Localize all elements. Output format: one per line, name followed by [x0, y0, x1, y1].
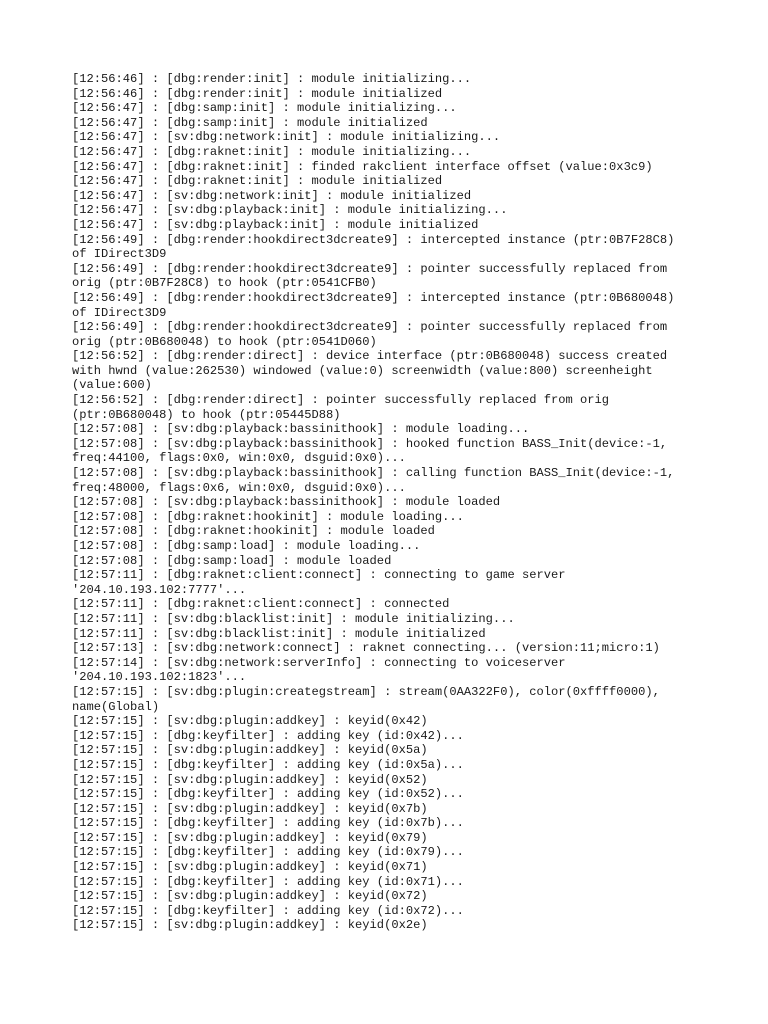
- log-line: [12:56:47] : [dbg:raknet:init] : module initialized: [72, 174, 443, 189]
- log-line: [12:57:08] : [sv:dbg:playback:bassinithook] : module loading...: [72, 422, 530, 437]
- log-line: [12:57:15] : [sv:dbg:plugin:addkey] : keyid(0x7b): [72, 801, 428, 816]
- log-text-block: [72, 72, 702, 933]
- log-line: orig (ptr:0B7F28C8) to hook (ptr:0541CFB0): [72, 276, 377, 291]
- log-line: [12:57:15] : [sv:dbg:plugin:addkey] : keyid(0x52): [72, 772, 428, 787]
- log-line: of IDirect3D9: [72, 247, 167, 262]
- log-line: with hwnd (value:262530) windowed (value:0) screenwidth (value:800) screenheight: [72, 363, 653, 378]
- log-line: [12:56:52] : [dbg:render:direct] : pointer successfully replaced from orig: [72, 393, 610, 408]
- log-line: [12:57:15] : [dbg:keyfilter] : adding key (id:0x72)...: [72, 903, 464, 918]
- log-line: [12:57:13] : [sv:dbg:network:connect] : raknet connecting... (version:11;micro:1): [72, 641, 660, 656]
- log-line: [12:56:46] : [dbg:render:init] : module initialized: [72, 86, 443, 101]
- log-line: [12:56:49] : [dbg:render:hookdirect3dcreate9] : intercepted instance (ptr:0B680048): [72, 290, 675, 305]
- log-line: [12:57:15] : [dbg:keyfilter] : adding key (id:0x5a)...: [72, 757, 464, 772]
- log-line: [12:56:47] : [dbg:samp:init] : module initialized: [72, 115, 428, 130]
- log-line: [12:56:49] : [dbg:render:hookdirect3dcreate9] : pointer successfully replaced from: [72, 261, 668, 276]
- log-line: [12:57:15] : [dbg:keyfilter] : adding key (id:0x52)...: [72, 787, 464, 802]
- log-line: [12:57:15] : [dbg:keyfilter] : adding key (id:0x71)...: [72, 874, 464, 889]
- log-line: [12:57:15] : [dbg:keyfilter] : adding key (id:0x42)...: [72, 728, 464, 743]
- log-line: [12:56:47] : [sv:dbg:playback:init] : module initialized: [72, 217, 479, 232]
- log-line: [12:57:15] : [sv:dbg:plugin:addkey] : keyid(0x5a): [72, 743, 428, 758]
- log-line: [12:57:15] : [dbg:keyfilter] : adding key (id:0x7b)...: [72, 816, 464, 831]
- log-line: [12:56:49] : [dbg:render:hookdirect3dcreate9] : pointer successfully replaced from: [72, 320, 668, 335]
- log-line: [12:57:08] : [dbg:raknet:hookinit] : module loading...: [72, 509, 464, 524]
- log-line: [12:56:47] : [sv:dbg:network:init] : module initializing...: [72, 130, 501, 145]
- log-line: [12:57:15] : [sv:dbg:plugin:addkey] : keyid(0x71): [72, 860, 428, 875]
- log-line: [12:57:11] : [dbg:raknet:client:connect] : connecting to game server: [72, 568, 566, 583]
- log-line: [12:57:08] : [sv:dbg:playback:bassinithook] : calling function BASS_Init(device:-1,: [72, 466, 675, 481]
- log-line: (ptr:0B680048) to hook (ptr:05445D88): [72, 407, 341, 422]
- log-line: (value:600): [72, 378, 152, 393]
- log-line: [12:56:47] : [dbg:raknet:init] : finded rakclient interface offset (value:0x3c9): [72, 159, 653, 174]
- log-line: of IDirect3D9: [72, 305, 167, 320]
- log-line: [12:57:08] : [dbg:samp:load] : module loaded: [72, 553, 392, 568]
- log-line: [12:56:47] : [dbg:samp:init] : module initializing...: [72, 101, 457, 116]
- log-line: [12:56:47] : [sv:dbg:playback:init] : module initializing...: [72, 203, 508, 218]
- log-line: [12:56:47] : [dbg:raknet:init] : module initializing...: [72, 144, 472, 159]
- log-line: [12:57:15] : [sv:dbg:plugin:creategstream] : stream(0AA322F0), color(0xffff0000),: [72, 684, 660, 699]
- log-line: [12:57:15] : [dbg:keyfilter] : adding key (id:0x79)...: [72, 845, 464, 860]
- log-line: [12:56:47] : [sv:dbg:network:init] : module initialized: [72, 188, 472, 203]
- log-line: [12:56:49] : [dbg:render:hookdirect3dcreate9] : intercepted instance (ptr:0B7F28C8): [72, 232, 675, 247]
- log-line: orig (ptr:0B680048) to hook (ptr:0541D060): [72, 334, 377, 349]
- log-line: '204.10.193.102:1823'...: [72, 670, 247, 685]
- log-line: [12:57:08] : [dbg:samp:load] : module loading...: [72, 539, 421, 553]
- log-line: [12:57:08] : [sv:dbg:playback:bassinithook] : hooked function BASS_Init(device:-1,: [72, 436, 668, 451]
- log-line: [12:57:11] : [sv:dbg:blacklist:init] : module initializing...: [72, 611, 515, 626]
- log-line: '204.10.193.102:7777'...: [72, 582, 247, 597]
- log-line: freq:48000, flags:0x6, win:0x0, dsguid:0x0)...: [72, 480, 406, 495]
- log-line: freq:44100, flags:0x0, win:0x0, dsguid:0x0)...: [72, 451, 406, 466]
- log-line: [12:57:15] : [sv:dbg:plugin:addkey] : keyid(0x72): [72, 889, 428, 904]
- log-line: [12:56:46] : [dbg:render:init] : module initializing...: [72, 72, 472, 86]
- log-line: [12:57:15] : [sv:dbg:plugin:addkey] : keyid(0x79): [72, 830, 428, 845]
- log-line: [12:57:15] : [sv:dbg:plugin:addkey] : keyid(0x2e): [72, 918, 428, 933]
- log-line: [12:57:15] : [sv:dbg:plugin:addkey] : keyid(0x42): [72, 714, 428, 729]
- log-line: [12:57:14] : [sv:dbg:network:serverInfo] : connecting to voiceserver: [72, 655, 566, 670]
- log-line: [12:57:11] : [dbg:raknet:client:connect] : connected: [72, 597, 450, 612]
- log-line: [12:57:08] : [sv:dbg:playback:bassinithook] : module loaded: [72, 495, 501, 510]
- log-line: [12:57:11] : [sv:dbg:blacklist:init] : module initialized: [72, 626, 486, 641]
- log-line: [12:57:08] : [dbg:raknet:hookinit] : module loaded: [72, 524, 435, 539]
- log-line: name(Global): [72, 699, 160, 714]
- log-line: [12:56:52] : [dbg:render:direct] : device interface (ptr:0B680048) success created: [72, 349, 668, 364]
